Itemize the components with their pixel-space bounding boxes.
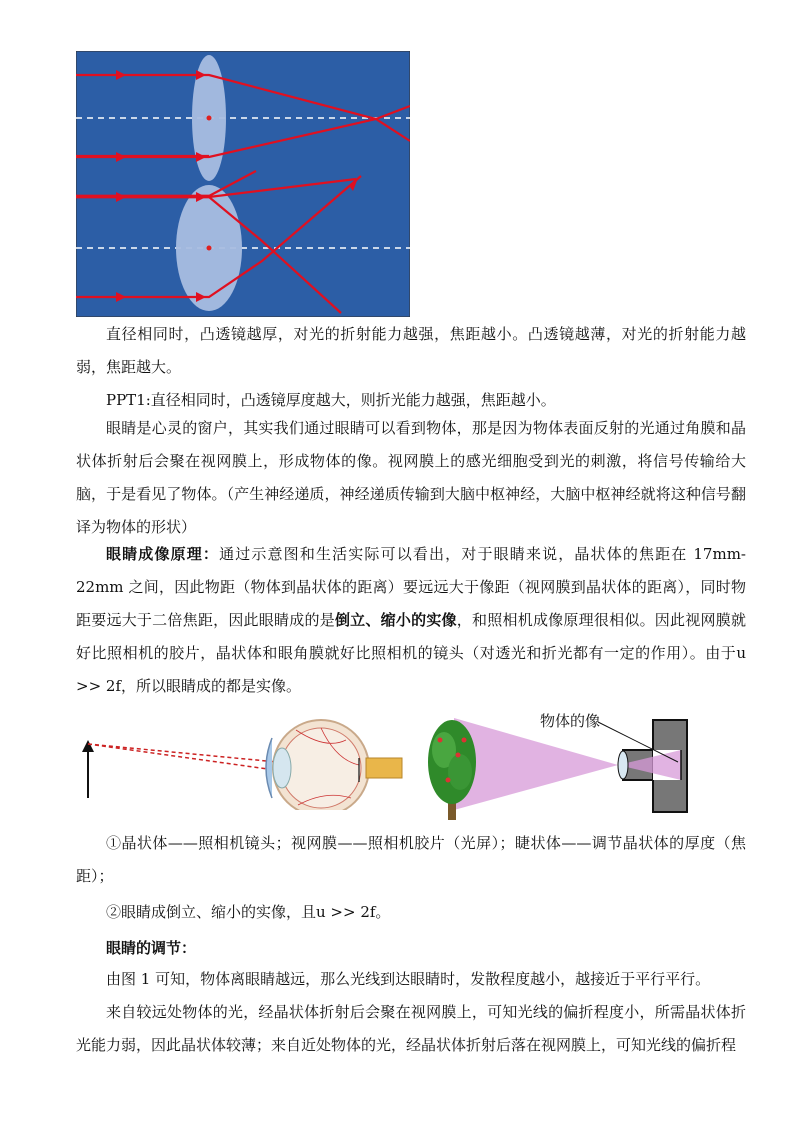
lens-diagram <box>76 51 410 317</box>
paragraph-lens-thickness: 直径相同时，凸透镜越厚，对光的折射能力越强，焦距越小。凸透镜越薄，对光的折射能力越弱，焦距越大。 <box>76 325 746 376</box>
paragraph-eye-imaging <box>76 538 746 703</box>
paragraph-ppt1: PPT1:直径相同时，凸透镜厚度越大，则折光能力越强，焦距越小。 <box>106 391 556 409</box>
paragraph-distance: 由图 1 可知，物体离眼睛越远，那么光线到达眼睛时，发散程度越小，越接近于平行平行。 <box>106 970 711 988</box>
eye-imaging-title: 眼睛成像原理： <box>106 545 220 563</box>
eye-lens <box>273 748 291 788</box>
eye-imaging-bold: 倒立、缩小的实像 <box>334 611 457 629</box>
section-heading-text: 眼睛的调节： <box>106 939 197 957</box>
paragraph-accommodation: 来自较远处物体的光，经晶状体折射后会聚在视网膜上，可知光线的偏折程度小，所需晶状体折光能力弱，因此晶状体较薄；来自近处物体的光，经晶状体折射后落在视网膜上，可知光线的偏折程 <box>76 1003 746 1054</box>
eye-diagram <box>76 710 406 810</box>
list-item-2: ②眼睛成倒立、缩小的实像，且u >> 2f。 <box>106 903 391 921</box>
section-heading <box>76 932 746 965</box>
camera-lens <box>618 751 628 779</box>
eye-imaging-text-2: ，和照相机成像原理很相似。因此视网膜就好比照相机的胶片，晶状体和眼角膜就好比照相机的镜头（对透光和折光都有一定的作用）。由于u >> 2f，所以眼睛成的都是实像。 <box>76 611 746 695</box>
eye-imaging-text-1: 通过示意图和生活实际可以看出，对于眼睛来说，晶状体的焦距在 17mm-22mm 之间，因此物距（物体到晶状体的距离）要远远大于像距（视网膜到晶状体的距离），同时物距要远大于二倍焦距，因此眼睛成的是 <box>76 545 746 629</box>
paragraph-eye-intro: 眼睛是心灵的窗户，其实我们通过眼睛可以看到物体，那是因为物体表面反射的光通过角膜和晶状体折射后会聚在视网膜上，形成物体的像。视网膜上的感光细胞受到光的刺激，将信号传输给大脑，于是看见了物体。（产生神经递质，神经递质传输到大脑中枢神经，大脑中枢神经就将这种信号翻译为物体的形状） <box>76 419 746 536</box>
image-label: 物体的像 <box>540 712 601 730</box>
list-item-1: ①晶状体——照相机镜头；视网膜——照相机胶片（光屏）；睫状体——调节晶状体的厚度（焦距）； <box>76 834 746 885</box>
